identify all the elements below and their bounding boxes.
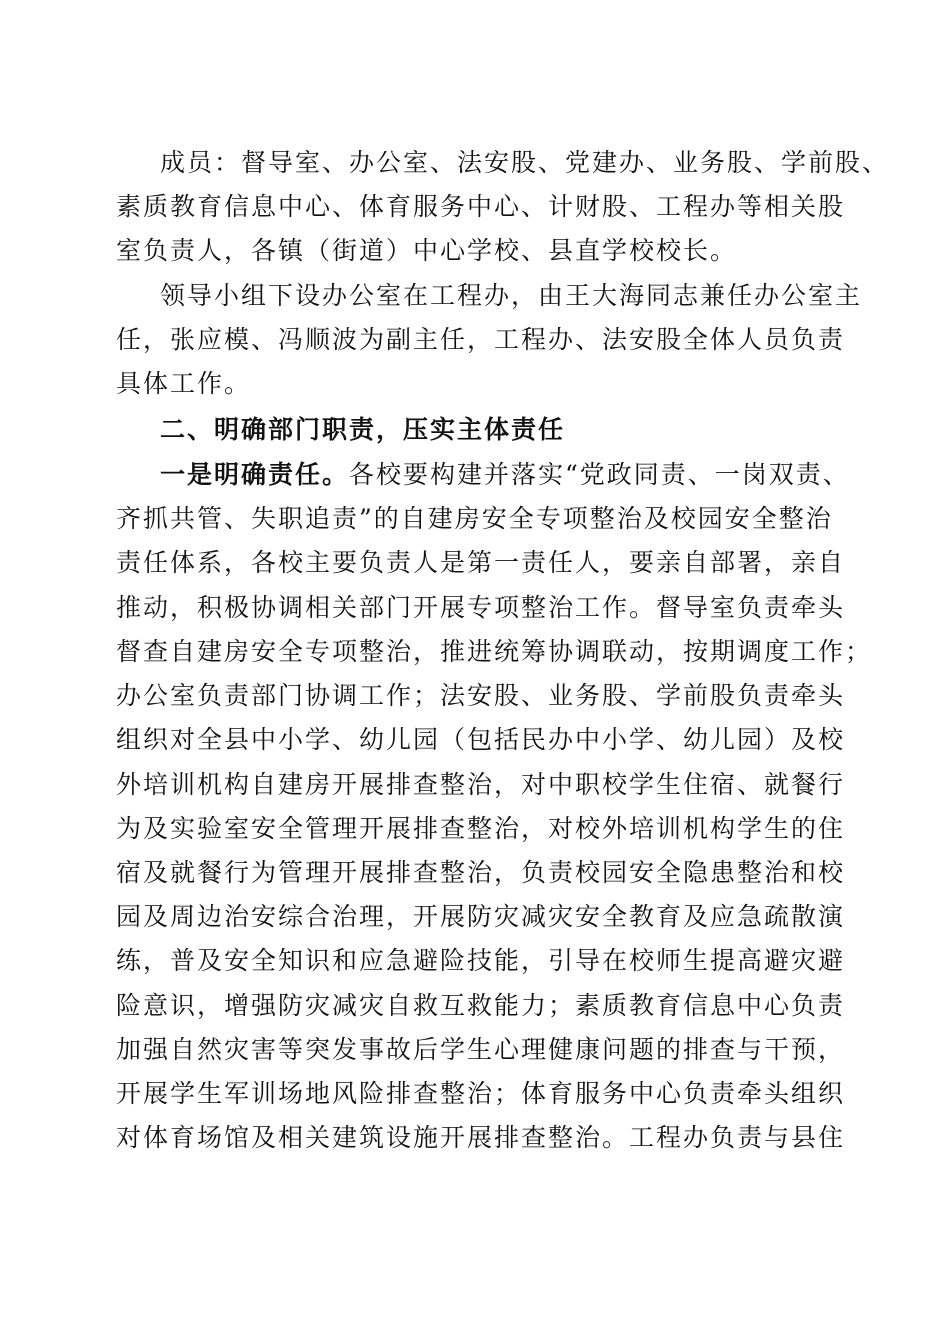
responsibility-line-5: 督查自建房安全专项整治，推进统筹协调联动，按期调度工作； [116, 637, 873, 666]
responsibility-lead: 一是明确责任。 [160, 460, 350, 489]
members-line-3: 室负责人，各镇（街道）中心学校、县直学校校长。 [116, 236, 738, 265]
members-line-1: 成员：督导室、办公室、法安股、党建办、业务股、学前股、 [160, 148, 890, 177]
responsibility-line-15: 开展学生军训场地风险排查整治；体育服务中心负责牵头组织 [116, 1079, 846, 1108]
responsibility-line-7: 组织对全县中小学、幼儿园（包括民办中小学、幼儿园）及校 [116, 725, 846, 754]
office-line-3: 具体工作。 [116, 369, 252, 398]
responsibility-line-1 [160, 455, 850, 495]
office-line-1: 领导小组下设办公室在工程办，由王大海同志兼任办公室主 [160, 281, 863, 310]
responsibility-line-16: 对体育场馆及相关建筑设施开展排查整治。工程办负责与县住 [116, 1123, 846, 1152]
members-line-2: 素质教育信息中心、体育服务中心、计财股、工程办等相关股 [116, 192, 846, 221]
responsibility-line-9: 为及实验室安全管理开展排查整治，对校外培训机构学生的住 [116, 814, 846, 843]
responsibility-line-12: 练，普及安全知识和应急避险技能，引导在校师生提高避灾避 [116, 946, 846, 975]
responsibility-line-6: 办公室负责部门协调工作；法安股、业务股、学前股负责牵头 [116, 681, 846, 710]
responsibility-line-4: 推动，积极协调相关部门开展专项整治工作。督导室负责牵头 [116, 593, 846, 622]
responsibility-line-3: 责任体系，各校主要负责人是第一责任人，要亲自部署，亲自 [116, 548, 846, 577]
responsibility-line-1-text: 各校要构建并落实“党政同责、一岗双责、 [349, 460, 850, 489]
responsibility-line-11: 园及周边治安综合治理，开展防灾减灾安全教育及应急疏散演 [116, 902, 846, 931]
section-heading: 二、明确部门职责，压实主体责任 [160, 415, 566, 444]
responsibility-line-14: 加强自然灾害等突发事故后学生心理健康问题的排查与干预， [116, 1035, 846, 1064]
responsibility-line-8: 外培训机构自建房开展排查整治，对中职校学生住宿、就餐行 [116, 770, 846, 799]
responsibility-line-2: 齐抓共管、失职追责”的自建房安全专项整治及校园安全整治 [116, 504, 833, 533]
responsibility-line-10: 宿及就餐行为管理开展排查整治，负责校园安全隐患整治和校 [116, 858, 846, 887]
responsibility-line-13: 险意识，增强防灾减灾自救互救能力；素质教育信息中心负责 [116, 991, 846, 1020]
office-line-2: 任，张应模、冯顺波为副主任，工程办、法安股全体人员负责 [116, 325, 846, 354]
